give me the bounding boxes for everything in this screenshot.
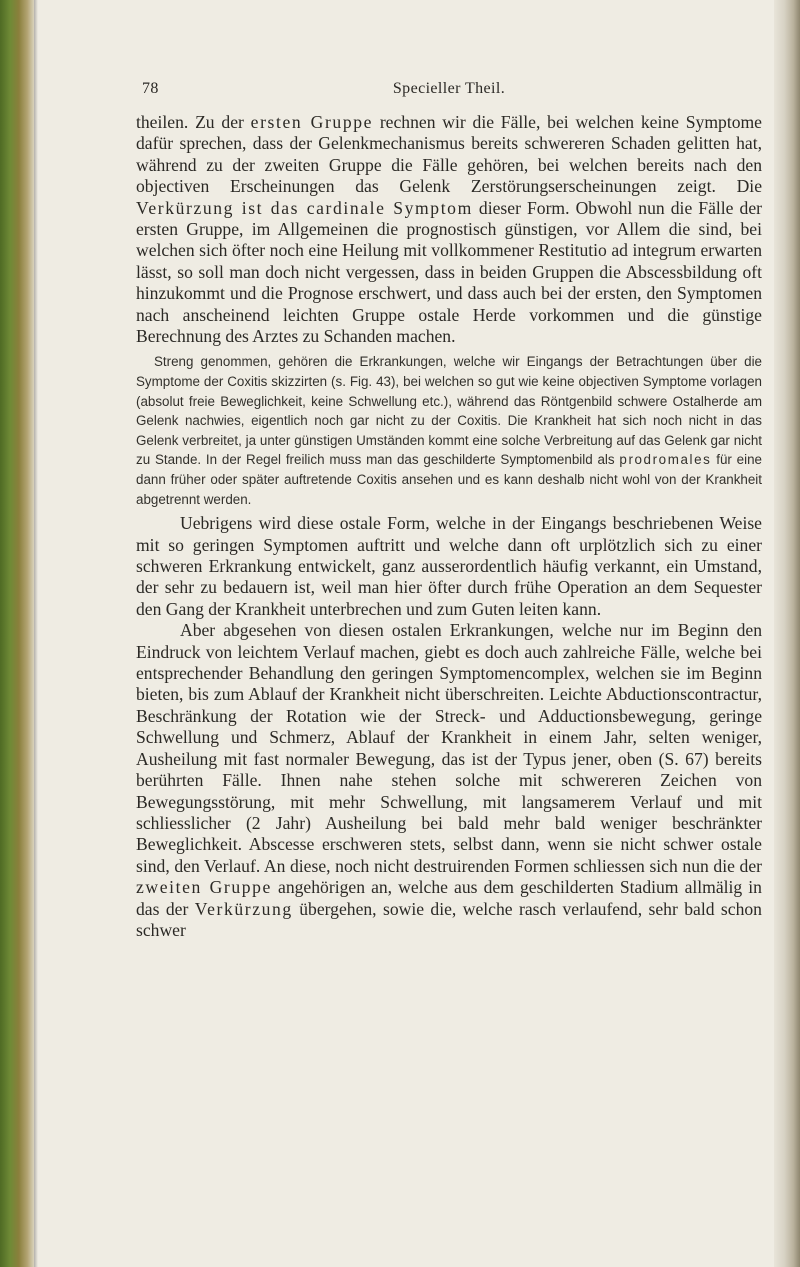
book-spine-shadow	[0, 0, 34, 1267]
paragraph-mild-cases	[136, 620, 762, 941]
text-run: angehörigen an, welche aus dem geschilderten Stadium allmälig in das der	[136, 877, 762, 919]
running-title: Specieller Theil.	[392, 80, 506, 97]
paragraph-groups	[136, 112, 762, 347]
spaced-term-cardinal-symptom: Verkürzung ist das cardinale Symptom	[136, 197, 473, 218]
spaced-term-prodromal: prodromales	[619, 452, 712, 468]
page-number: 78	[142, 80, 159, 97]
text-run: dieser Form. Obwohl nun die Fälle der ersten Gruppe, im Allgemeinen die prognostisch günstigen, vor Allem die sind, bei welchen sich öfter noch eine Heilung mit vollkommener Restitutio ad integrum erwarten lässt, so soll man doch nicht vergessen, dass in beiden Gruppen die Abscessbildung oft hinzukommt und die Prognose erschwert, und dass auch bei der ersten, den Symptomen nach anscheinend leichten Gruppe ostale Herde vorkommen und die günstige Berechnung des Arztes zu Schanden machen.	[136, 197, 762, 347]
text-run: übergehen, sowie die, welche rasch verlaufend, sehr bald schon schwer	[136, 898, 762, 940]
page-edge-shadow	[774, 0, 800, 1267]
book-page	[136, 80, 762, 941]
spaced-term-first-group: ersten Gruppe	[250, 112, 374, 132]
spaced-term-second-group: zweiten Gruppe	[136, 877, 272, 898]
page-header	[136, 80, 762, 108]
spaced-term-shortening: Verkürzung	[194, 898, 293, 919]
small-print-note	[136, 352, 762, 509]
paragraph-ostal-form: Uebrigens wird diese ostale Form, welche in der Eingangs beschriebenen Weise mit so geringen Symptomen auftritt und welche dann oft urplötzlich sich zu einer schweren Erkrankung entwickelt, ganz ausserordentlich häufig verkannt, ein Umstand, der sehr zu bedauern ist, weil man hier öfter durch frühe Operation an dem Sequester den Gang der Krankheit unterbrechen und zum Guten leiten kann.	[136, 513, 762, 619]
text-run: Aber abgesehen von diesen ostalen Erkrankungen, welche nur im Beginn den Eindruck von leichtem Verlauf machen, giebt es doch auch zahlreiche Fälle, welche bei entsprechender Behandlung den geringen Symptomencomplex, welchen sie im Beginn bieten, bis zum Ablauf der Krankheit nicht überschreiten. Leichte Abductionscontractur, Beschränkung der Rotation wie der Streck- und Adductionsbewegung, geringe Schwellung und Schmerz, Ablauf der Krankheit in einem Jahr, selten weniger, Ausheilung mit fast normaler Bewegung, das ist der Typus jener, oben (S. 67) bereits berührten Fälle. Ihnen nahe stehen solche mit schwereren Zeichen von Bewegungsstörung, mit mehr Schwellung, mit langsamerem Verlauf und mit schliesslicher (2 Jahr) Ausheilung bei bald mehr bald weniger beschränkter Beweglichkeit. Abscesse erschweren stets, selbst dann, wenn sie nicht schwer ostale sind, den Verlauf. An diese, noch nicht destruirenden Formen schliessen sich nun die der	[136, 620, 762, 876]
text-run: Streng genommen, gehören die Erkrankungen, welche wir Eingangs der Betrachtungen über die Symptome der Coxitis skizzirten (s. Fig. 43), bei welchen so gut wie keine objectiven Symptome vorlagen (absolut freie Beweglichkeit, keine Schwellung etc.), während das Röntgenbild schwere Ostalherde am Gelenk nachwies, eigentlich noch gar nicht zu der Coxitis. Die Krankheit hat sich noch nicht in das Gelenk verbreitet, ja unter günstigen Umständen kommt eine solche Verbreitung auf das Gelenk gar nicht zu Stande. In der Regel freilich muss man das geschilderte Symptomenbild als	[136, 354, 762, 468]
text-run: für eine dann früher oder später auftretende Coxitis ansehen und es kann deshalb nicht wohl von der Krankheit abgetrennt werden.	[136, 452, 762, 507]
text-run: theilen. Zu der	[136, 112, 251, 132]
text-run: rechnen wir die Fälle, bei welchen keine Symptome dafür sprechen, dass der Gelenkmechanismus bereits schwereren Schaden gelitten hat, während zu der zweiten Gruppe die Fälle gehören, bei welchen bereits nach den objectiven Erscheinungen das Gelenk Zerstörungserscheinungen zeigt. Die	[136, 112, 762, 197]
